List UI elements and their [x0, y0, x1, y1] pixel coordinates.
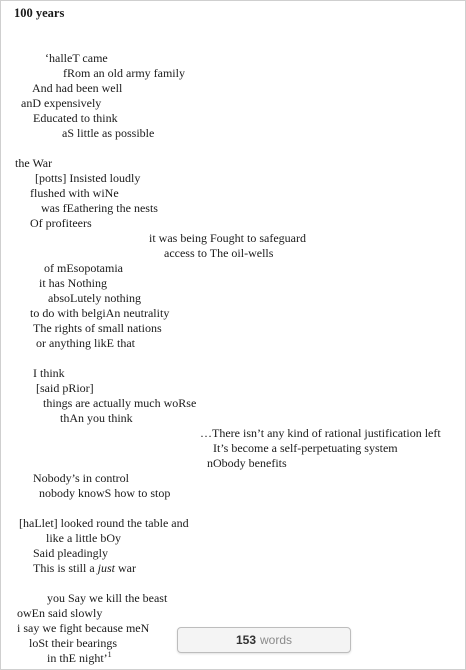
poem-line: things are actually much woRse: [43, 396, 197, 410]
poem-line: like a little bOy: [46, 531, 121, 545]
poem-line: absoLutely nothing: [48, 291, 141, 305]
poem-line: aS little as possible: [62, 126, 155, 140]
poem-line: loSt their bearings: [29, 636, 117, 650]
poem-line: ‘halleT came: [45, 51, 108, 65]
poem-line: was fEathering the nests: [41, 201, 158, 215]
poem-line: or anything likE that: [36, 336, 135, 350]
poem-line: the War: [15, 156, 53, 170]
poem-line: Of profiteers: [30, 216, 92, 230]
word-count-label: words: [260, 633, 293, 647]
poem-line: [said pRior]: [36, 381, 94, 395]
poem-line: thAn you think: [60, 411, 133, 425]
poem-line: Educated to think: [33, 111, 118, 125]
poem-line-text: in thE night’: [47, 651, 108, 665]
poem-line: [47, 651, 112, 666]
poem-line: [33, 561, 136, 576]
poem-line: And had been well: [32, 81, 123, 95]
poem-line: [potts] Insisted loudly: [35, 171, 141, 185]
poem-line: anD expensively: [21, 96, 102, 110]
poem-line: nObody benefits: [207, 456, 287, 470]
word-count-badge[interactable]: [177, 627, 351, 653]
poem-line: i say we fight because meN: [17, 621, 150, 635]
poem-line: it was being Fought to safeguard: [149, 231, 306, 245]
poem-line: [haLlet] looked round the table and: [19, 516, 189, 530]
document-title: 100 years: [14, 6, 65, 20]
poem-line: fRom an old army family: [63, 66, 185, 80]
poem-line: access to The oil-wells: [164, 246, 274, 260]
poem-line: I think: [33, 366, 65, 380]
poem-line: The rights of small nations: [33, 321, 162, 335]
poem-line: …There isn’t any kind of rational justification left: [200, 426, 441, 440]
poem-line-text: This is still a: [33, 561, 95, 575]
footnote-marker[interactable]: 1: [107, 650, 112, 659]
emphasis-text: just: [97, 561, 116, 575]
poem-line: flushed with wiNe: [30, 186, 119, 200]
word-count-number: 153: [235, 633, 256, 647]
poem-line: of mEsopotamia: [44, 261, 123, 275]
poem-line: Nobody’s in control: [33, 471, 129, 485]
poem-line: to do with belgiAn neutrality: [30, 306, 170, 320]
poem-line-text: war: [118, 561, 137, 575]
poem-line: It’s become a self-perpetuating system: [213, 441, 398, 455]
poem-line: owEn said slowly: [17, 606, 103, 620]
poem-line: you Say we kill the beast: [47, 591, 168, 605]
poem-line: nobody knowS how to stop: [39, 486, 171, 500]
poem-line: Said pleadingly: [33, 546, 108, 560]
poem-line: it has Nothing: [39, 276, 107, 290]
